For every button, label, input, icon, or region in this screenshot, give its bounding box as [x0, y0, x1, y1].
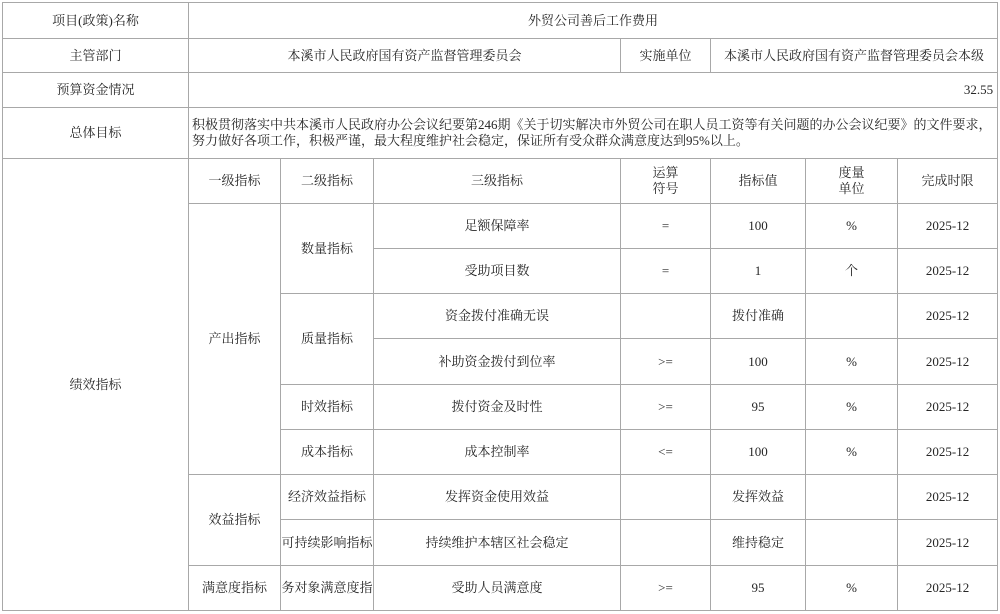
level3-indicator: 受助人员满意度	[374, 566, 621, 611]
project-name-value: 外贸公司善后工作费用	[189, 3, 998, 39]
implementer-value: 本溪市人民政府国有资产监督管理委员会本级	[711, 39, 998, 73]
overall-goal-label: 总体目标	[3, 108, 189, 159]
level3-indicator: 足额保障率	[374, 204, 621, 249]
level3-indicator: 补助资金拨付到位率	[374, 339, 621, 385]
overall-goal-text: 积极贯彻落实中共本溪市人民政府办公会议纪要第246期《关于切实解决市外贸公司在职人员工资等有关问题的办公会议纪要》的文件要求，努力做好各项工作，积极严谨，最大程度维护社会稳定，保证所有受众群众满意度达到95%以上。	[189, 108, 998, 159]
operator-cell: >=	[621, 385, 711, 430]
level3-indicator: 成本控制率	[374, 430, 621, 475]
level2-indicator: 可持续影响指标	[281, 520, 374, 566]
overall-goal-row	[3, 108, 998, 159]
level2-indicator: 成本指标	[281, 430, 374, 475]
unit-cell: %	[806, 430, 898, 475]
column-header-level2: 二级指标	[281, 159, 374, 204]
operator-cell: =	[621, 204, 711, 249]
column-header-level1: 一级指标	[189, 159, 281, 204]
operator-cell: >=	[621, 566, 711, 611]
unit-cell	[806, 294, 898, 339]
project-name-row	[3, 3, 998, 39]
target-value-cell: 100	[711, 430, 806, 475]
implementer-label: 实施单位	[621, 39, 711, 73]
department-row	[3, 39, 998, 73]
deadline-cell: 2025-12	[898, 385, 998, 430]
deadline-cell: 2025-12	[898, 520, 998, 566]
deadline-cell: 2025-12	[898, 249, 998, 294]
column-header-operator: 运算 符号	[621, 159, 711, 204]
performance-indicators-label: 绩效指标	[3, 159, 189, 611]
operator-cell: =	[621, 249, 711, 294]
deadline-cell: 2025-12	[898, 294, 998, 339]
target-value-cell: 95	[711, 385, 806, 430]
level2-indicator: 时效指标	[281, 385, 374, 430]
deadline-cell: 2025-12	[898, 204, 998, 249]
operator-cell: <=	[621, 430, 711, 475]
level3-indicator: 持续维护本辖区社会稳定	[374, 520, 621, 566]
target-value-cell: 100	[711, 204, 806, 249]
department-value: 本溪市人民政府国有资产监督管理委员会	[189, 39, 621, 73]
unit-cell: %	[806, 566, 898, 611]
deadline-cell: 2025-12	[898, 339, 998, 385]
level3-indicator: 资金拨付准确无误	[374, 294, 621, 339]
department-label: 主管部门	[3, 39, 189, 73]
level2-indicator: 经济效益指标	[281, 475, 374, 520]
target-value-cell: 1	[711, 249, 806, 294]
performance-target-table	[2, 2, 998, 611]
target-value-cell: 发挥效益	[711, 475, 806, 520]
operator-cell	[621, 520, 711, 566]
deadline-cell: 2025-12	[898, 430, 998, 475]
unit-cell: %	[806, 385, 898, 430]
target-value-cell: 100	[711, 339, 806, 385]
level3-indicator: 受助项目数	[374, 249, 621, 294]
operator-cell: >=	[621, 339, 711, 385]
target-value-cell: 拨付准确	[711, 294, 806, 339]
unit-cell	[806, 475, 898, 520]
level1-indicator: 产出指标	[189, 204, 281, 475]
level3-indicator: 拨付资金及时性	[374, 385, 621, 430]
target-value-cell: 95	[711, 566, 806, 611]
unit-cell: %	[806, 339, 898, 385]
level3-indicator: 发挥资金使用效益	[374, 475, 621, 520]
unit-cell: 个	[806, 249, 898, 294]
project-name-label: 项目(政策)名称	[3, 3, 189, 39]
column-header-level3: 三级指标	[374, 159, 621, 204]
indicator-header-row	[3, 159, 998, 204]
operator-cell	[621, 475, 711, 520]
budget-row	[3, 73, 998, 108]
unit-cell	[806, 520, 898, 566]
level1-indicator: 满意度指标	[189, 566, 281, 611]
budget-value: 32.55	[189, 73, 998, 108]
level2-indicator: 质量指标	[281, 294, 374, 385]
level2-indicator: 数量指标	[281, 204, 374, 294]
column-header-deadline: 完成时限	[898, 159, 998, 204]
target-value-cell: 维持稳定	[711, 520, 806, 566]
level1-indicator: 效益指标	[189, 475, 281, 566]
operator-cell	[621, 294, 711, 339]
column-header-unit: 度量 单位	[806, 159, 898, 204]
level2-indicator: 务对象满意度指	[281, 566, 374, 611]
column-header-target-value: 指标值	[711, 159, 806, 204]
deadline-cell: 2025-12	[898, 475, 998, 520]
deadline-cell: 2025-12	[898, 566, 998, 611]
unit-cell: %	[806, 204, 898, 249]
budget-label: 预算资金情况	[3, 73, 189, 108]
